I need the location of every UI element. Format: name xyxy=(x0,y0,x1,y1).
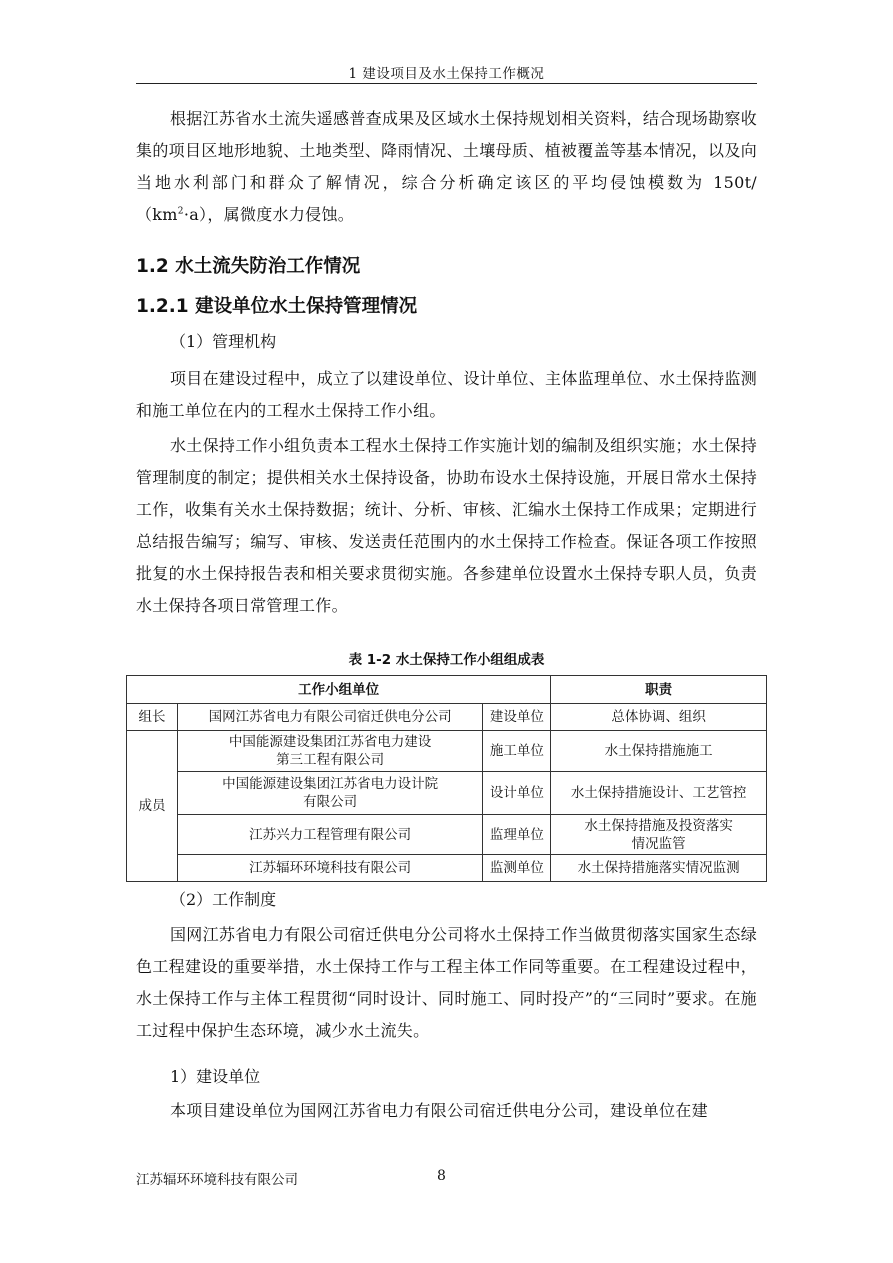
item-work-system: （2）工作制度 xyxy=(170,890,277,909)
header-rule xyxy=(136,83,757,84)
footer-company: 江苏辐环环境科技有限公司 xyxy=(136,1172,298,1188)
table-header-row xyxy=(127,676,767,704)
intro-paragraph xyxy=(136,103,757,231)
duty-line: 水土保持措施及投资落实 xyxy=(584,817,733,834)
table-row xyxy=(127,815,767,855)
type-cell: 监测单位 xyxy=(483,855,551,882)
header-unit: 工作小组单位 xyxy=(127,676,551,704)
duty-cell xyxy=(551,772,767,815)
org-cell xyxy=(177,772,482,815)
duty-cell xyxy=(551,855,767,882)
page-number: 8 xyxy=(437,1168,446,1184)
type-cell: 建设单位 xyxy=(483,704,551,731)
duty-cell xyxy=(551,731,767,772)
org-cell xyxy=(177,731,482,772)
org-line: 第三工程有限公司 xyxy=(276,752,385,768)
role-cell: 成员 xyxy=(127,731,178,882)
paragraph-owner: 本项目建设单位为国网江苏省电力有限公司宿迁供电分公司，建设单位在建 xyxy=(170,1101,708,1120)
org-line: 中国能源建设集团江苏省电力设计院 xyxy=(222,776,439,792)
org-cell xyxy=(177,815,482,855)
duty-line: 水土保持措施施工 xyxy=(604,743,713,759)
duty-line: 水土保持措施落实情况监测 xyxy=(577,860,740,876)
type-cell: 施工单位 xyxy=(483,731,551,772)
org-line: 有限公司 xyxy=(303,794,358,810)
running-header: 1 建设项目及水土保持工作概况 xyxy=(348,66,545,82)
type-cell: 监理单位 xyxy=(483,815,551,855)
org-line: 江苏兴力工程管理有限公司 xyxy=(249,826,412,843)
header-duty: 职责 xyxy=(551,676,767,704)
type-cell: 设计单位 xyxy=(483,772,551,815)
org-cell: 国网江苏省电力有限公司宿迁供电分公司 xyxy=(177,704,482,731)
duty-line: 水土保持措施设计、工艺管控 xyxy=(570,785,747,801)
paragraph-duties: 水土保持工作小组负责本工程水土保持工作实施计划的编制及组织实施；水土保持管理制度的制定；提供相关水土保持设备，协助布设水土保持设施，开展日常水土保持工作，收集有关水土保持数据；统计、分析、审核、汇编水土保持工作成果；定期进行总结报告编写；编写、审核、发送责任范围内的水土保持工作检查。保证各项工作按照批复的水土保持报告表和相关要求贯彻实施。各参建单位设置水土保持专职人员，负责水土保持各项日常管理工作。 xyxy=(136,436,757,615)
paragraph-team: 项目在建设过程中，成立了以建设单位、设计单位、主体监理单位、水土保持监测和施工单位在内的工程水土保持工作小组。 xyxy=(136,369,757,420)
work-group-table xyxy=(126,675,767,882)
org-cell xyxy=(177,855,482,882)
duty-cell xyxy=(551,815,767,855)
section-heading: 1.2 水土流失防治工作情况 xyxy=(136,256,361,277)
table-caption: 表 1-2 水土保持工作小组组成表 xyxy=(348,652,545,668)
superscript-2: 2 xyxy=(177,206,184,217)
item-management-structure: （1）管理机构 xyxy=(170,332,277,351)
table-row xyxy=(127,731,767,772)
org-line: 江苏辐环环境科技有限公司 xyxy=(249,860,412,876)
duty-cell: 总体协调、组织 xyxy=(551,704,767,731)
org-line: 中国能源建设集团江苏省电力建设 xyxy=(228,734,432,750)
intro-text-end: ·a），属微度水力侵蚀。 xyxy=(183,205,355,224)
subsection-heading: 1.2.1 建设单位水土保持管理情况 xyxy=(136,296,418,317)
table-row xyxy=(127,772,767,815)
intro-text: 根据江苏省水土流失遥感普查成果及区域水土保持规划相关资料，结合现场勘察收集的项目区地形地貌、土地类型、降雨情况、土壤母质、植被覆盖等基本情况，以及向当地水利部门和群众了解情况，综合分析确定该区的平均侵蚀模数为 150t/（km xyxy=(136,109,757,224)
duty-line: 情况监管 xyxy=(631,835,686,852)
table-row xyxy=(127,704,767,731)
role-cell: 组长 xyxy=(127,704,178,731)
item-construction-unit: 1）建设单位 xyxy=(170,1067,261,1086)
table-row xyxy=(127,855,767,882)
paragraph-system: 国网江苏省电力有限公司宿迁供电分公司将水土保持工作当做贯彻落实国家生态绿色工程建设的重要举措，水土保持工作与工程主体工作同等重要。在工程建设过程中，水土保持工作与主体工程贯彻“同时设计、同时施工、同时投产”的“三同时”要求。在施工过程中保护生态环境，减少水土流失。 xyxy=(136,925,757,1040)
